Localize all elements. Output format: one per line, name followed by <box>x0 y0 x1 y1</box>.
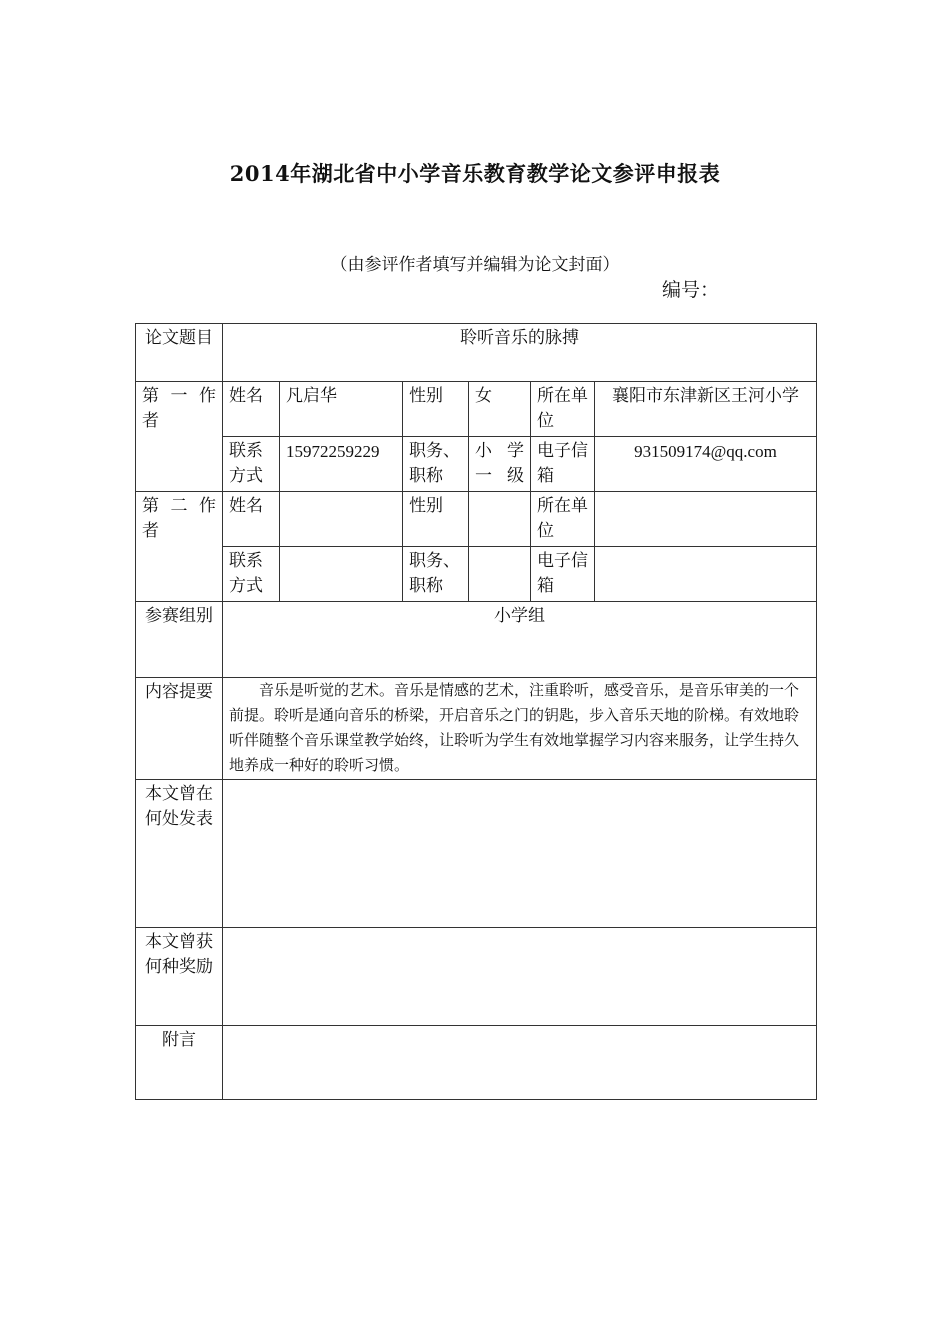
first-author-name-label: 姓名 <box>223 382 280 437</box>
row-first-author-contact <box>136 437 817 492</box>
first-author-rank-label: 职务、职称 <box>403 437 469 492</box>
first-author-gender-label: 性别 <box>403 382 469 437</box>
row-second-author-basic <box>136 492 817 547</box>
first-author-phone: 15972259229 <box>280 437 403 492</box>
awards-label: 本文曾获何种奖励 <box>136 928 223 1026</box>
first-author-label: 第 一 作者 <box>136 382 223 492</box>
second-author-label: 第 二 作者 <box>136 492 223 602</box>
notes-label: 附言 <box>136 1026 223 1100</box>
abstract-label: 内容提要 <box>136 678 223 780</box>
row-notes <box>136 1026 817 1100</box>
first-author-gender: 女 <box>469 382 531 437</box>
second-author-unit-label: 所在单位 <box>531 492 595 547</box>
second-author-rank <box>469 547 531 602</box>
awards-value <box>223 928 817 1026</box>
row-awards <box>136 928 817 1026</box>
application-form-table <box>135 323 817 1100</box>
notes-value <box>223 1026 817 1100</box>
second-author-email-label: 电子信箱 <box>531 547 595 602</box>
second-author-name <box>280 492 403 547</box>
abstract-text: 音乐是听觉的艺术。音乐是情感的艺术，注重聆听，感受音乐，是音乐审美的一个前提。聆听是通向音乐的桥梁，开启音乐之门的钥匙，步入音乐天地的阶梯。有效地聆听伴随整个音乐课堂教学始终，让聆听为学生有效地掌握学习内容来服务，让学生持久地养成一种好的聆听习惯。 <box>223 678 817 780</box>
second-author-gender <box>469 492 531 547</box>
first-author-email-label: 电子信箱 <box>531 437 595 492</box>
row-first-author-basic <box>136 382 817 437</box>
published-label: 本文曾在何处发表 <box>136 780 223 928</box>
row-published <box>136 780 817 928</box>
second-author-unit <box>595 492 817 547</box>
group-value: 小学组 <box>223 602 817 678</box>
published-value <box>223 780 817 928</box>
first-author-rank: 小 学一级 <box>469 437 531 492</box>
first-author-name: 凡启华 <box>280 382 403 437</box>
group-label: 参赛组别 <box>136 602 223 678</box>
row-second-author-contact <box>136 547 817 602</box>
second-author-gender-label: 性别 <box>403 492 469 547</box>
row-abstract <box>136 678 817 780</box>
row-group <box>136 602 817 678</box>
second-author-contact-label: 联系方式 <box>223 547 280 602</box>
number-label: 编号： <box>662 279 720 301</box>
second-author-email <box>595 547 817 602</box>
first-author-unit: 襄阳市东津新区王河小学 <box>595 382 817 437</box>
second-author-rank-label: 职务、职称 <box>403 547 469 602</box>
thesis-title-label: 论文题目 <box>136 324 223 382</box>
form-subtitle: （由参评作者填写并编辑为论文封面） <box>330 255 620 275</box>
second-author-name-label: 姓名 <box>223 492 280 547</box>
row-thesis-title <box>136 324 817 382</box>
first-author-email: 931509174@qq.com <box>595 437 817 492</box>
first-author-contact-label: 联系方式 <box>223 437 280 492</box>
form-title: 2014年湖北省中小学音乐教育教学论文参评申报表 <box>229 161 721 186</box>
first-author-unit-label: 所在单位 <box>531 382 595 437</box>
thesis-title-value: 聆听音乐的脉搏 <box>223 324 817 382</box>
second-author-phone <box>280 547 403 602</box>
